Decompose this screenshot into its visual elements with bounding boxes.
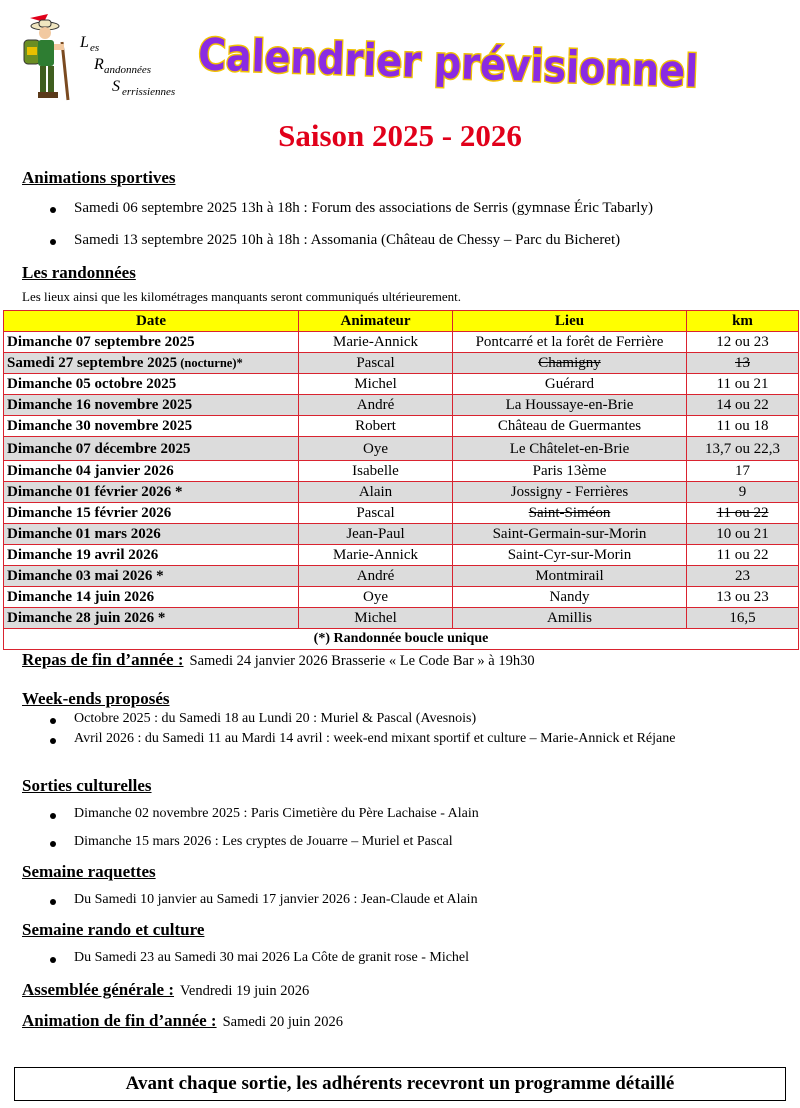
- list-item: Samedi 13 septembre 2025 10h à 18h : Assomania (Château de Chessy – Parc du Bicheret): [74, 232, 621, 248]
- animation-fin-value: Samedi 20 juin 2026: [222, 1014, 344, 1030]
- cell-lieu: Le Châtelet-en-Brie: [453, 437, 687, 461]
- cell-lieu: Saint-Cyr-sur-Morin: [453, 545, 687, 566]
- table-row: [4, 608, 799, 629]
- cell-animateur: Oye: [299, 587, 453, 608]
- list-item: Avril 2026 : du Samedi 11 au Mardi 14 avril : week-end mixant sportif et culture – Marie-Annick et Réjane: [74, 731, 676, 746]
- column-header-animateur: Animateur: [299, 311, 453, 332]
- logo-letter-r: R: [94, 56, 104, 73]
- cell-date: Dimanche 15 février 2026: [4, 503, 299, 524]
- column-header-date: Date: [4, 311, 299, 332]
- list-item: Du Samedi 23 au Samedi 30 mai 2026 La Côte de granit rose - Michel: [74, 950, 470, 965]
- cell-lieu: Amillis: [453, 608, 687, 629]
- cell-lieu: Saint-Siméon: [453, 503, 687, 524]
- logo-letter-s: S: [112, 78, 120, 95]
- table-row: [4, 524, 799, 545]
- cell-animateur: Pascal: [299, 503, 453, 524]
- cell-date: Dimanche 19 avril 2026: [4, 545, 299, 566]
- table-footer-row: [4, 629, 799, 650]
- cell-date-suffix: (nocturne)*: [177, 356, 243, 370]
- cell-km: 17: [687, 461, 799, 482]
- cell-animateur: Isabelle: [299, 461, 453, 482]
- cell-km: 16,5: [687, 608, 799, 629]
- table-row: [4, 332, 799, 353]
- table-row: [4, 545, 799, 566]
- cell-km: 14 ou 22: [687, 395, 799, 416]
- table-header-row: [4, 311, 799, 332]
- cell-animateur: Michel: [299, 374, 453, 395]
- table-row: [4, 587, 799, 608]
- cell-km: 13 ou 23: [687, 587, 799, 608]
- heading-randonnees: Les randonnées: [22, 263, 136, 282]
- page-title-text: Calendrier prévisionnel: [197, 29, 779, 101]
- cell-animateur: Oye: [299, 437, 453, 461]
- cell-date: [4, 353, 299, 374]
- cell-date: Dimanche 01 février 2026 *: [4, 482, 299, 503]
- animation-fin-line: [22, 1011, 343, 1031]
- cell-date: Dimanche 07 décembre 2025: [4, 437, 299, 461]
- repas-label: Repas de fin d’année :: [22, 650, 184, 669]
- assemblee-value: Vendredi 19 juin 2026: [180, 983, 310, 999]
- table-row: [4, 482, 799, 503]
- list-item: Octobre 2025 : du Samedi 18 au Lundi 20 : Muriel & Pascal (Avesnois): [74, 711, 477, 726]
- cell-km: 11 ou 18: [687, 416, 799, 437]
- list-item: Dimanche 02 novembre 2025 : Paris Cimetière du Père Lachaise - Alain: [74, 806, 479, 821]
- table-row: [4, 395, 799, 416]
- cell-date: Dimanche 16 novembre 2025: [4, 395, 299, 416]
- club-logo: [18, 12, 176, 112]
- list-item: Du Samedi 10 janvier au Samedi 17 janvier 2026 : Jean-Claude et Alain: [74, 892, 478, 907]
- animation-fin-label: Animation de fin d’année :: [22, 1011, 217, 1030]
- cell-km: 9: [687, 482, 799, 503]
- footer-notice: Avant chaque sortie, les adhérents recevront un programme détaillé: [14, 1067, 786, 1101]
- table-row: [4, 353, 799, 374]
- cell-animateur: André: [299, 566, 453, 587]
- randonnees-note: Les lieux ainsi que les kilométrages manquants seront communiqués ultérieurement.: [22, 289, 461, 304]
- cell-date: Dimanche 07 septembre 2025: [4, 332, 299, 353]
- cell-animateur: Pascal: [299, 353, 453, 374]
- cell-lieu: Nandy: [453, 587, 687, 608]
- cell-animateur: Alain: [299, 482, 453, 503]
- heading-weekends: Week-ends proposés: [22, 689, 170, 708]
- column-header-lieu: Lieu: [453, 311, 687, 332]
- cell-animateur: André: [299, 395, 453, 416]
- heading-sorties-culturelles: Sorties culturelles: [22, 776, 152, 795]
- cell-animateur: Jean-Paul: [299, 524, 453, 545]
- cell-date: Dimanche 14 juin 2026: [4, 587, 299, 608]
- cell-km: 11 ou 21: [687, 374, 799, 395]
- table-footnote: (*) Randonnée boucle unique: [4, 629, 799, 650]
- cell-date: Dimanche 04 janvier 2026: [4, 461, 299, 482]
- season-title: Saison 2025 - 2026: [278, 118, 522, 153]
- cell-animateur: Michel: [299, 608, 453, 629]
- cell-lieu: Château de Guermantes: [453, 416, 687, 437]
- cell-date: Dimanche 01 mars 2026: [4, 524, 299, 545]
- list-item: Samedi 06 septembre 2025 13h à 18h : Forum des associations de Serris (gymnase Éric Tabarly): [74, 200, 653, 216]
- hiker-icon: [18, 12, 80, 107]
- cell-km: 12 ou 23: [687, 332, 799, 353]
- logo-letter-l: L: [80, 34, 89, 51]
- cell-lieu: Montmirail: [453, 566, 687, 587]
- cell-km: 23: [687, 566, 799, 587]
- heading-semaine-rando-culture: Semaine rando et culture: [22, 920, 205, 939]
- cell-km: 13,7 ou 22,3: [687, 437, 799, 461]
- page-title: [188, 22, 779, 102]
- cell-date: Dimanche 28 juin 2026 *: [4, 608, 299, 629]
- cell-animateur: Marie-Annick: [299, 545, 453, 566]
- logo-text-es: es: [90, 42, 100, 54]
- table-row: [4, 566, 799, 587]
- hikes-table: [3, 310, 799, 650]
- cell-lieu: Paris 13ème: [453, 461, 687, 482]
- table-row: [4, 437, 799, 461]
- cell-lieu: Saint-Germain-sur-Morin: [453, 524, 687, 545]
- list-item: Dimanche 15 mars 2026 : Les cryptes de Jouarre – Muriel et Pascal: [74, 834, 453, 849]
- cell-date: Dimanche 03 mai 2026 *: [4, 566, 299, 587]
- cell-km: 10 ou 21: [687, 524, 799, 545]
- repas-value: Samedi 24 janvier 2026 Brasserie « Le Code Bar » à 19h30: [189, 653, 535, 669]
- cell-km: 13: [687, 353, 799, 374]
- table-row: [4, 416, 799, 437]
- assemblee-line: [22, 980, 309, 1000]
- cell-date: Dimanche 05 octobre 2025: [4, 374, 299, 395]
- column-header-km: km: [687, 311, 799, 332]
- cell-lieu: Guérard: [453, 374, 687, 395]
- cell-animateur: Marie-Annick: [299, 332, 453, 353]
- logo-text-serrissiennes: errissiennes: [122, 86, 176, 98]
- cell-animateur: Robert: [299, 416, 453, 437]
- heading-animations-sportives: Animations sportives: [22, 168, 176, 187]
- cell-lieu: La Houssaye-en-Brie: [453, 395, 687, 416]
- logo-text-randonnees: andonnées: [104, 64, 152, 76]
- cell-km: 11 ou 22: [687, 503, 799, 524]
- assemblee-label: Assemblée générale :: [22, 980, 175, 999]
- table-row: [4, 503, 799, 524]
- cell-lieu: Chamigny: [453, 353, 687, 374]
- cell-date: Dimanche 30 novembre 2025: [4, 416, 299, 437]
- repas-line: [22, 650, 535, 670]
- table-row: [4, 374, 799, 395]
- heading-semaine-raquettes: Semaine raquettes: [22, 862, 156, 881]
- table-row: [4, 461, 799, 482]
- cell-lieu: Pontcarré et la forêt de Ferrière: [453, 332, 687, 353]
- cell-km: 11 ou 22: [687, 545, 799, 566]
- cell-date-text: Samedi 27 septembre 2025: [7, 355, 178, 371]
- cell-lieu: Jossigny - Ferrières: [453, 482, 687, 503]
